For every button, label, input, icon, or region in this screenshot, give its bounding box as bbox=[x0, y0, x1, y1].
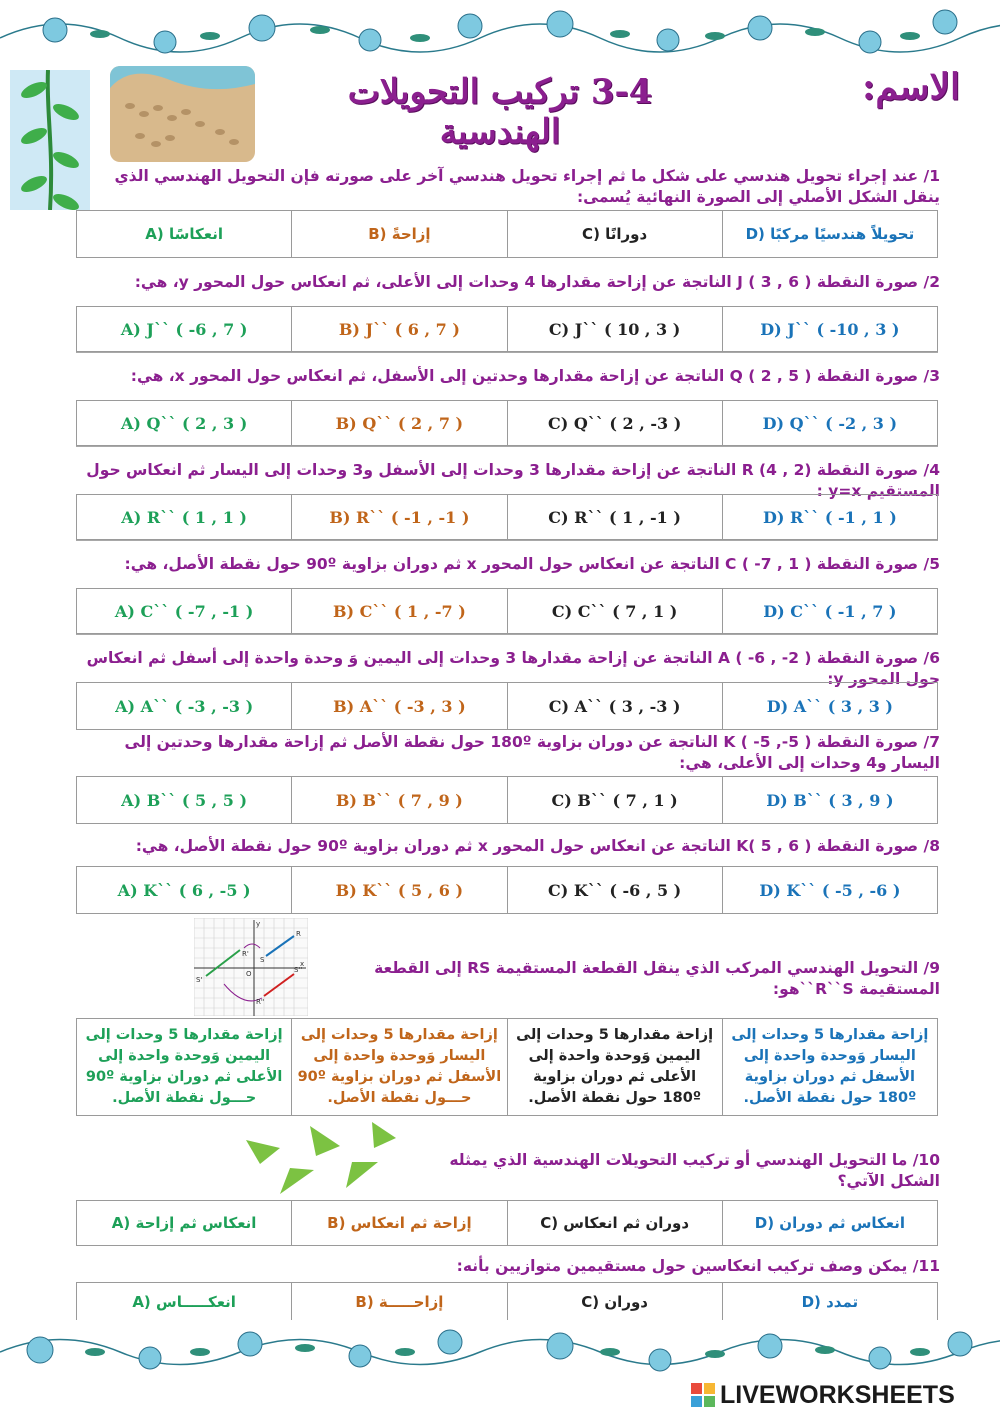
beach-footprints-image bbox=[110, 66, 255, 162]
separator bbox=[76, 540, 938, 541]
option-d[interactable]: D) Q`` ( -2 , 3 ) bbox=[722, 401, 937, 445]
question-4: 4/ صورة النقطة R (4 , 2) الناتجة عن إزاحة مقدارها 3 وحدات إلى الأسفل و3 وحدات إلى اليسار ثم انعكاس حول المستقيم y=x : bbox=[86, 461, 940, 500]
option-c[interactable]: دوران ثم انعكاس (C bbox=[507, 1201, 722, 1245]
option-c[interactable]: C) Q`` ( 2 , -3 ) bbox=[507, 401, 722, 445]
option-a[interactable]: انعكاس ثم إزاحة (A bbox=[111, 1214, 257, 1232]
question-6: 6/ صورة النقطة A ( -6 , -2 ) الناتجة عن إزاحة مقدارها 3 وحدات إلى اليمين وَ وحدة واحدة إلى أسفل ثم انعكاس حول المحور y: bbox=[86, 649, 940, 688]
arrow-shapes-figure bbox=[240, 1118, 400, 1198]
option-c[interactable]: C) K`` ( -6 , 5 ) bbox=[507, 867, 722, 913]
option-b[interactable]: إزاحـــــة (B bbox=[291, 1283, 506, 1320]
option-a[interactable]: A) A`` ( -3 , -3 ) bbox=[115, 696, 254, 716]
floral-border-bottom bbox=[0, 1322, 1000, 1384]
option-d[interactable]: D) K`` ( -5 , -6 ) bbox=[722, 867, 937, 913]
separator bbox=[76, 634, 938, 635]
option-d[interactable]: D) C`` ( -1 , 7 ) bbox=[722, 589, 937, 633]
option-b[interactable]: B) C`` ( 1 , -7 ) bbox=[291, 589, 506, 633]
question-1: 1/ عند إجراء تحويل هندسي على شكل ما ثم إجراء تحويل هندسي آخر على صورته فإن التحويل الهندسي الذي ينقل الشكل الأصلي إلى الصورة النهائية يُسمى: bbox=[114, 167, 940, 206]
option-b[interactable]: B) B`` ( 7 , 9 ) bbox=[291, 777, 506, 823]
option-b[interactable]: B) A`` ( -3 , 3 ) bbox=[291, 683, 506, 729]
floral-border-top bbox=[0, 0, 1000, 62]
graph-label-x: x bbox=[300, 960, 305, 968]
options-q4 bbox=[76, 494, 938, 540]
options-q5 bbox=[76, 588, 938, 634]
liveworksheets-watermark bbox=[690, 1380, 995, 1410]
name-label: الاسم: bbox=[862, 66, 960, 108]
option-b[interactable]: B) R`` ( -1 , -1 ) bbox=[291, 495, 506, 539]
option-d[interactable]: D) A`` ( 3 , 3 ) bbox=[722, 683, 937, 729]
option-c[interactable]: C) J`` ( 10 , 3 ) bbox=[507, 307, 722, 351]
question-10: 10/ ما التحويل الهندسي أو تركيب التحويلات الهندسية الذي يمثله الشكل الآتي؟ bbox=[449, 1151, 940, 1190]
option-a[interactable]: A) Q`` ( 2 , 3 ) bbox=[120, 413, 248, 433]
option-a[interactable]: انعكـــــاس (A bbox=[132, 1292, 236, 1311]
vine-image bbox=[10, 70, 90, 210]
options-q11 bbox=[76, 1282, 938, 1320]
option-d[interactable]: تمدد (D bbox=[722, 1283, 937, 1320]
option-b[interactable]: إزاحة مقدارها 5 وحدات إلى اليسار وَوحدة واحدة إلى الأسفل ثم دوران بزاوية 90º حـــول نقطة الأصل. bbox=[291, 1019, 506, 1115]
question-2: 2/ صورة النقطة J ( 3 , 6 ) الناتجة عن إزاحة مقدارها 4 وحدات إلى الأعلى، ثم انعكاس حول المحور y، هي: bbox=[134, 273, 940, 291]
question-7: 7/ صورة النقطة K ( -5 ,-5 ) الناتجة عن دوران بزاوية 180º حول نقطة الأصل ثم إزاحة مقدارها وحدتين إلى اليسار و4 وحدات إلى الأعلى، هي: bbox=[124, 733, 940, 772]
options-q7 bbox=[76, 776, 938, 824]
option-c[interactable]: دورانًا (C bbox=[507, 211, 722, 257]
worksheet-title: 3-4 تركيب التحويلات الهندسية bbox=[347, 72, 653, 152]
option-b[interactable]: إزاحة ثم انعكاس (B bbox=[291, 1201, 506, 1245]
option-d[interactable]: تحويلاً هندسيًا مركبًا (D bbox=[722, 211, 937, 257]
option-d[interactable]: إزاحة مقدارها 5 وحدات إلى اليسار وَوحدة واحدة إلى الأسفل ثم دوران بزاوية 180º حول نقطة الأصل. bbox=[722, 1019, 937, 1115]
options-q1 bbox=[76, 210, 938, 258]
option-a[interactable]: A) R`` ( 1 , 1 ) bbox=[121, 507, 247, 527]
option-c[interactable]: C) B`` ( 7 , 1 ) bbox=[507, 777, 722, 823]
option-a[interactable]: إزاحة مقدارها 5 وحدات إلى اليمين وَوحدة واحدة إلى الأعلى ثم دوران بزاوية 90º حـــول نقطة الأصل. bbox=[85, 1027, 283, 1106]
separator bbox=[76, 446, 938, 447]
option-d[interactable]: D) J`` ( -10 , 3 ) bbox=[722, 307, 937, 351]
option-a[interactable]: A) B`` ( 5 , 5 ) bbox=[121, 790, 248, 810]
option-b[interactable]: B) K`` ( 5 , 6 ) bbox=[291, 867, 506, 913]
question-11: 11/ يمكن وصف تركيب انعكاسين حول مستقيمين متوازيين بأنه: bbox=[456, 1257, 940, 1275]
option-c[interactable]: إزاحة مقدارها 5 وحدات إلى اليمين وَوحدة واحدة إلى الأعلى ثم دوران بزاوية 180º حول نقطة الأصل. bbox=[507, 1019, 722, 1115]
graph-label-r: R bbox=[296, 930, 301, 938]
separator bbox=[76, 352, 938, 353]
graph-label-s-prime: S' bbox=[196, 976, 203, 984]
option-d[interactable]: D) B`` ( 3 , 9 ) bbox=[722, 777, 937, 823]
liveworksheets-logo-icon bbox=[690, 1382, 716, 1408]
options-q3 bbox=[76, 400, 938, 446]
graph-label-s: S bbox=[260, 956, 265, 964]
option-d[interactable]: D) R`` ( -1 , 1 ) bbox=[722, 495, 937, 539]
option-a[interactable]: A) K`` ( 6 , -5 ) bbox=[117, 880, 251, 900]
option-d[interactable]: انعكاس ثم دوران (D bbox=[722, 1201, 937, 1245]
option-c[interactable]: C) C`` ( 7 , 1 ) bbox=[507, 589, 722, 633]
watermark-text: LIVEWORKSHEETS bbox=[720, 1380, 955, 1409]
question-8: 8/ صورة النقطة K( 5 , 6 ) الناتجة عن انعكاس حول المحور x ثم دوران بزاوية 90º حول نقطة الأصل، هي: bbox=[135, 837, 940, 855]
option-c[interactable]: C) A`` ( 3 , -3 ) bbox=[507, 683, 722, 729]
option-a[interactable]: A) J`` ( -6 , 7 ) bbox=[120, 319, 248, 339]
option-b[interactable]: إزاحةً (B bbox=[291, 211, 506, 257]
graph-label-r-prime: R' bbox=[242, 950, 249, 958]
option-b[interactable]: B) J`` ( 6 , 7 ) bbox=[291, 307, 506, 351]
graph-label-s-double-prime: S'' bbox=[294, 966, 303, 974]
question-5: 5/ صورة النقطة C ( -7 , 1 ) الناتجة عن انعكاس حول المحور x ثم دوران بزاوية 90º حول نقطة الأصل، هي: bbox=[124, 555, 940, 573]
options-q2 bbox=[76, 306, 938, 352]
option-a[interactable]: انعكاسًا (A bbox=[145, 225, 223, 243]
question-3: 3/ صورة النقطة Q ( 2 , 5 ) الناتجة عن إزاحة مقدارها وحدتين إلى الأسفل، ثم انعكاس حول المحور x، هي: bbox=[130, 367, 940, 385]
coordinate-graph bbox=[194, 918, 308, 1016]
graph-label-y: y bbox=[256, 920, 261, 928]
options-q9 bbox=[76, 1018, 938, 1116]
graph-label-r-double-prime: R'' bbox=[256, 998, 265, 1006]
options-q10 bbox=[76, 1200, 938, 1246]
options-q6 bbox=[76, 682, 938, 730]
options-q8 bbox=[76, 866, 938, 914]
option-c[interactable]: دوران (C bbox=[507, 1283, 722, 1320]
option-a[interactable]: A) C`` ( -7 , -1 ) bbox=[114, 601, 254, 621]
option-c[interactable]: C) R`` ( 1 , -1 ) bbox=[507, 495, 722, 539]
option-b[interactable]: B) Q`` ( 2 , 7 ) bbox=[291, 401, 506, 445]
graph-label-origin: O bbox=[246, 970, 252, 978]
question-9: 9/ التحويل الهندسي المركب الذي ينقل القطعة المستقيمة RS إلى القطعة المستقيمة R``S``هو: bbox=[374, 959, 940, 998]
